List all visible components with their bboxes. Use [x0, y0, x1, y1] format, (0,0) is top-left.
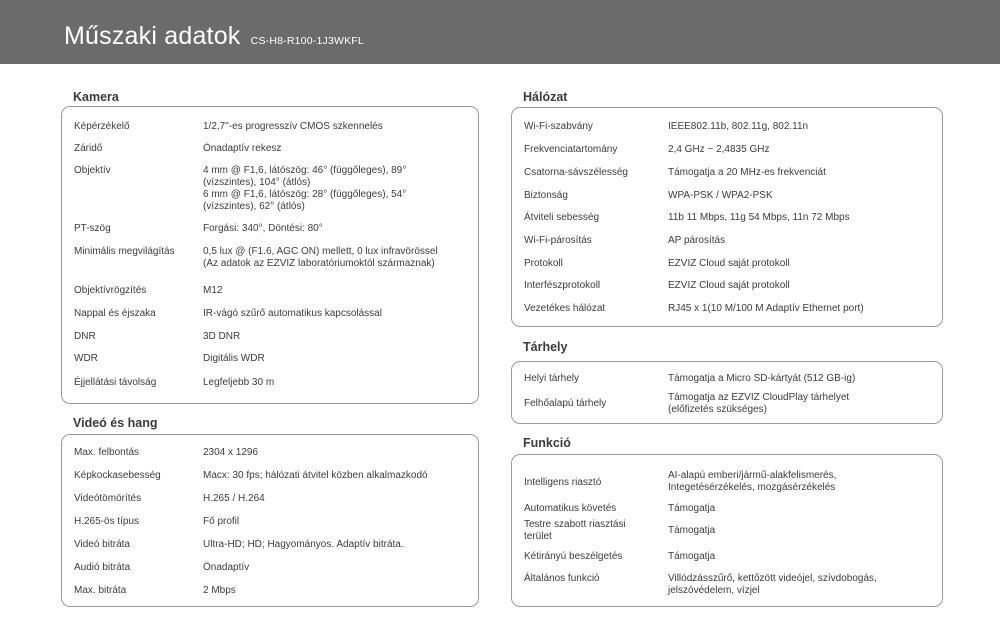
spec-value: EZVIZ Cloud saját protokoll [668, 258, 790, 269]
page-title [64, 22, 364, 51]
spec-value-line: 6 mm @ F1,6, látószög: 28° (függőleges), 54° [203, 189, 407, 200]
spec-value: Forgási: 340°, Döntési: 80° [203, 223, 323, 234]
spec-value: Önadaptív rekesz [203, 143, 282, 154]
spec-value: IR-vágó szűrő automatikus kapcsolással [203, 308, 382, 319]
spec-value: Támogatja a 20 MHz-es frekvenciát [668, 167, 826, 178]
spec-box [511, 454, 943, 607]
spec-box [511, 107, 943, 327]
spec-key: Éjjellátási távolság [74, 377, 157, 388]
spec-value: 3D DNR [203, 331, 241, 342]
section-title: Hálózat [523, 90, 568, 104]
spec-value: Macx: 30 fps; hálózati átvitel közben alkalmazkodó [203, 470, 428, 481]
spec-value: RJ45 x 1(10 M/100 M Adaptív Ethernet port) [668, 303, 864, 314]
spec-key: Minimális megvilágítás [74, 246, 175, 257]
section-video [61, 416, 479, 608]
section-title: Videó és hang [73, 416, 158, 430]
spec-value: Támogatja [668, 551, 716, 562]
spec-value: 11b 11 Mbps, 11g 54 Mbps, 11n 72 Mbps [668, 212, 850, 223]
spec-key: Kétirányú beszélgetés [524, 551, 623, 562]
spec-value-line: Támogatja az EZVIZ CloudPlay tárhelyet [668, 392, 850, 403]
spec-value: Támogatja [668, 525, 716, 536]
spec-value: M12 [203, 285, 223, 296]
spec-key: Videótömörítés [74, 493, 142, 504]
spec-key: Képkockasebesség [74, 470, 161, 481]
spec-key: Képérzékelő [74, 121, 130, 132]
section-title: Kamera [73, 90, 119, 104]
spec-key: Átviteli sebesség [524, 212, 600, 223]
spec-key: H.265-ös típus [74, 516, 140, 527]
section-title: Tárhely [523, 340, 568, 354]
spec-value-line: (vízszintes), 104° (átlós) [203, 177, 311, 188]
header-bar [0, 0, 1000, 64]
spec-value: Fő profil [203, 516, 240, 527]
spec-key: Felhőalapú tárhely [524, 398, 607, 409]
spec-value-line: (előfizetés szükséges) [668, 404, 767, 415]
page-title-text: Műszaki adatok [64, 22, 241, 50]
spec-value-line: Villódzásszűrő, kettőzött videójel, szívdobogás, [668, 573, 877, 584]
spec-key: Záridő [74, 143, 103, 154]
spec-key: DNR [74, 331, 96, 342]
section-title: Funkció [523, 436, 571, 450]
spec-key: Wi-Fi-párosítás [524, 235, 592, 246]
spec-key: Interfészprotokoll [524, 280, 601, 291]
spec-box [511, 361, 943, 424]
spec-key-line: Testre szabott riasztási [524, 519, 626, 530]
section-kamera [61, 90, 479, 405]
spec-key: Audió bitráta [74, 562, 131, 573]
spec-key: Intelligens riasztó [524, 477, 602, 488]
section-tarhely [511, 340, 943, 425]
spec-key: Max. bitráta [74, 585, 127, 596]
model-number: CS-H8-R100-1J3WKFL [250, 35, 364, 47]
spec-value-line: AI-alapú emberi/jármű-alakfelismerés, [668, 470, 837, 481]
spec-value-line: 0,5 lux @ (F1.6, AGC ON) mellett, 0 lux infravörössel [203, 246, 438, 257]
spec-value: AP párosítás [668, 235, 726, 246]
spec-key: Általános funkció [524, 573, 600, 584]
spec-key: Videó bitráta [74, 539, 130, 550]
spec-value: WPA-PSK / WPA2-PSK [668, 190, 773, 201]
spec-key: Max. felbontás [74, 447, 140, 458]
spec-value: 1/2,7"-es progresszív CMOS szkennelés [203, 121, 383, 132]
spec-key: PT-szög [74, 223, 111, 234]
spec-value: 2304 x 1296 [203, 447, 259, 458]
spec-value-line: (Az adatok az EZVIZ laboratóriumoktól származnak) [203, 258, 435, 269]
spec-key: Frekvenciatartomány [524, 144, 618, 155]
spec-value: Támogatja a Micro SD-kártyát (512 GB-ig) [668, 373, 856, 384]
spec-value: Legfeljebb 30 m [203, 377, 275, 388]
spec-key: Biztonság [524, 190, 568, 201]
spec-value: 2,4 GHz ~ 2,4835 GHz [668, 144, 770, 155]
spec-value: Digitális WDR [203, 353, 265, 364]
spec-value: IEEE802.11b, 802.11g, 802.11n [668, 121, 809, 132]
spec-value-line: Integetésérzékelés, mozgásérzékelés [668, 482, 836, 493]
spec-key: Csatorna-sávszélesség [524, 167, 628, 178]
spec-key: Protokoll [524, 258, 563, 269]
spec-key-line: terület [524, 531, 552, 542]
spec-key: Nappal és éjszaka [74, 308, 156, 319]
spec-value: Önadaptív [203, 562, 250, 573]
spec-key: Vezetékes hálózat [524, 303, 606, 314]
spec-value-line: jelszóvédelem, vízjel [668, 585, 760, 596]
spec-value: 2 Mbps [203, 585, 236, 596]
spec-value: H.265 / H.264 [203, 493, 265, 504]
spec-key: Wi-Fi-szabvány [524, 121, 593, 132]
spec-key: WDR [74, 353, 98, 364]
spec-value: Támogatja [668, 503, 716, 514]
spec-value-line: 4 mm @ F1,6, látószög: 46° (függőleges), 89° [203, 165, 407, 176]
spec-value: Ultra-HD; HD; Hagyományos. Adaptív bitráta. [203, 539, 404, 550]
spec-key: Automatikus követés [524, 503, 617, 514]
spec-key: Helyi tárhely [524, 373, 580, 384]
spec-value: EZVIZ Cloud saját protokoll [668, 280, 790, 291]
section-funkcio [511, 436, 943, 608]
spec-key: Objektív [74, 165, 111, 176]
spec-box [61, 434, 479, 607]
spec-key: Objektívrögzítés [74, 285, 147, 296]
section-halozat [511, 90, 943, 328]
spec-box [61, 106, 479, 404]
spec-value-line: (vízszintes), 62° (átlós) [203, 201, 305, 212]
